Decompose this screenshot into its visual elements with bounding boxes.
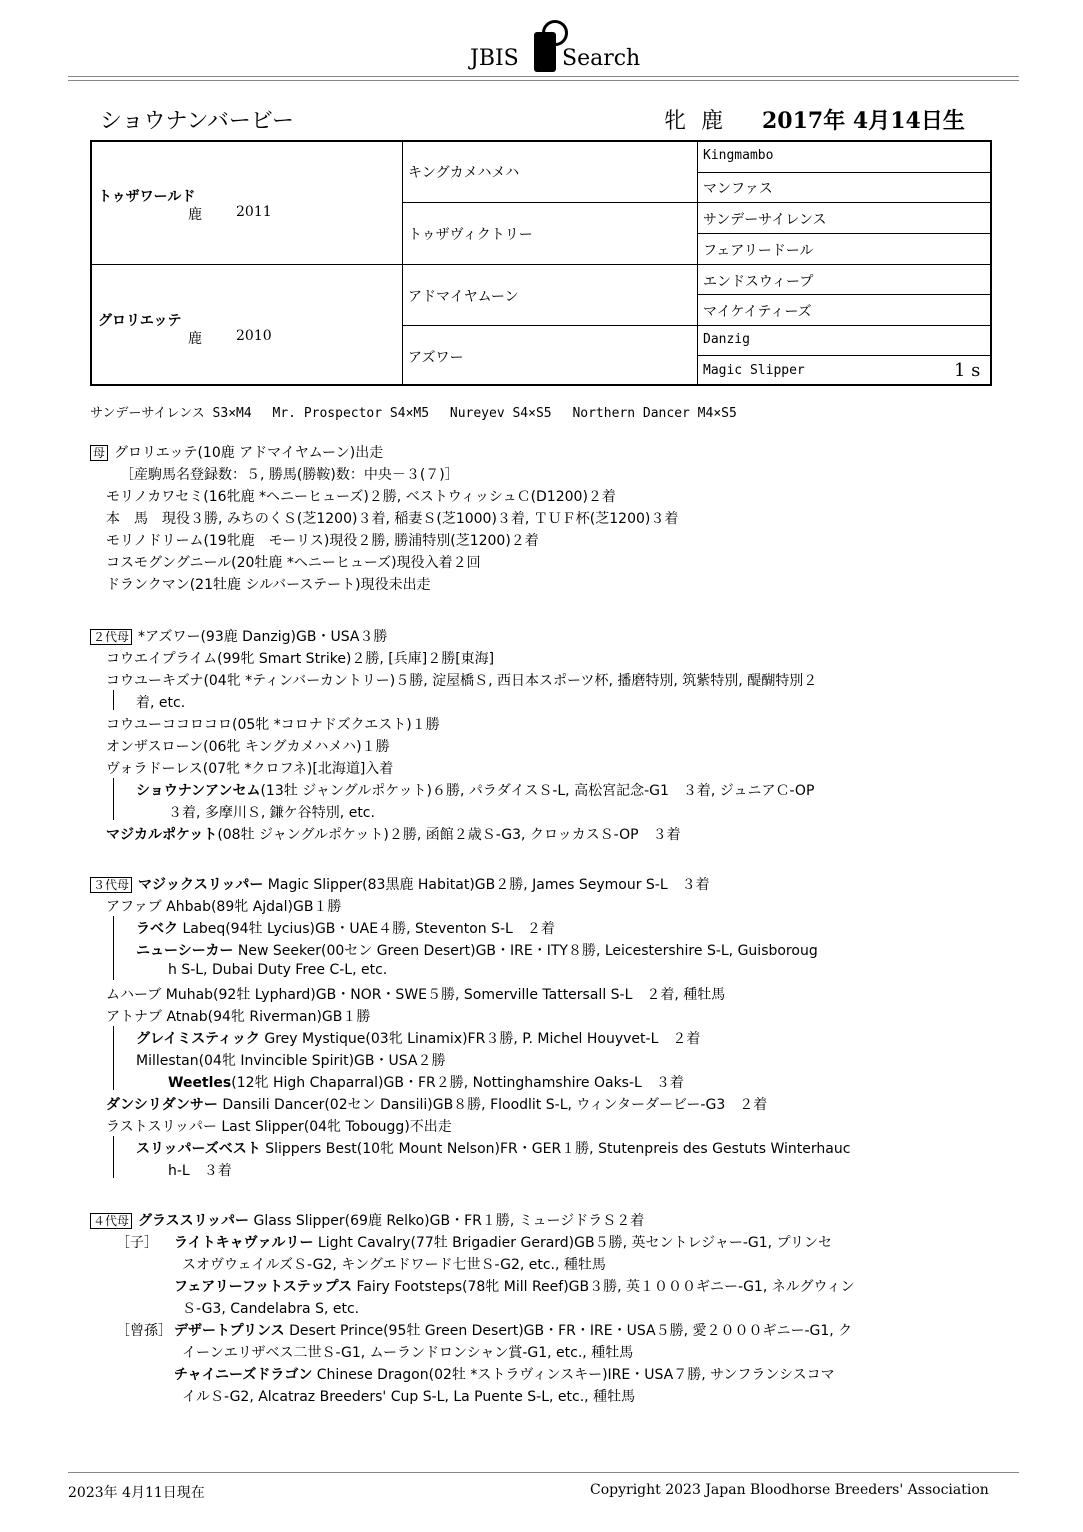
pedigree-gen2-4: アズワー <box>408 350 464 366</box>
jbis-search-logo <box>470 18 640 76</box>
horse-name: ショウナンバービー <box>100 109 295 134</box>
dam-line: グロリエッテ(10鹿 アドマイヤムーン)出走 <box>114 445 384 461</box>
gen2-line: 着, etc. <box>136 695 186 711</box>
horse-birth-date: 2017年 4月14日生 <box>762 108 965 134</box>
pedigree-gen3-3: サンデーサイレンス <box>703 212 827 228</box>
gen3-line: Dansili Dancer(02セン Dansili)GB８勝, Floodlit S-L, ウィンターダービー-G3 ２着 <box>222 1097 768 1113</box>
dam-color: 鹿 <box>188 331 202 347</box>
pedigree-gen2-1: キングカメハメハ <box>408 165 520 181</box>
gen3-line: h-L ３着 <box>168 1163 232 1179</box>
gen2-line: コウエイプライム(99牝 Smart Strike)２勝, [兵庫]２勝[東海] <box>106 651 495 667</box>
gen3-line: グレイミスティック <box>136 1031 260 1047</box>
gen3-line: Magic Slipper(83黒鹿 Habitat)GB２勝, James Seymour S-L ３着 <box>267 877 710 893</box>
pedigree-gen3-8: Magic Slipper <box>703 363 805 378</box>
gen2-line: オンザスローン(06牝 キングカメハメハ)１勝 <box>106 739 390 755</box>
gen4-line: Light Cavalry(77牡 Brigadier Gerard)GB５勝, 英セントレジャー-G1, プリンセ <box>317 1235 833 1251</box>
dam-line: モリノドリーム(19牝鹿 モーリス)現役２勝, 勝浦特別(芝1200)２着 <box>106 533 539 549</box>
header-divider-2 <box>68 80 1019 81</box>
pedigree-gen3-6: マイケイティーズ <box>703 304 812 320</box>
gen4-line: デザートプリンス <box>174 1323 285 1339</box>
gen3-line: h S-L, Dubai Duty Free C-L, etc. <box>168 962 388 978</box>
section-tag-gen4: ４代母 <box>90 1213 132 1229</box>
dam-name: グロリエッテ <box>98 313 182 329</box>
gen4-line: イルＳ-G2, Alcatraz Breeders' Cup S-L, La Puente S-L, etc., 種牡馬 <box>182 1389 636 1405</box>
gen2-line: ３着, 多摩川Ｓ, 鎌ケ谷特別, etc. <box>168 805 375 821</box>
dam-line: ドランクマン(21牡鹿 シルバーステート)現役未出走 <box>106 577 431 593</box>
gen4-label-great-grandchild: ［曾孫］ <box>116 1323 172 1339</box>
gen4-line: Glass Slipper(69鹿 Relko)GB・FR１勝, ミュージドラＳ２着 <box>253 1213 645 1229</box>
gen3-line: ラベク <box>136 921 178 937</box>
inbreeding-line: サンデーサイレンス S3×M4 Mr. Prospector S4×M5 Nureyev S4×S5 Northern Dancer M4×S5 <box>90 406 737 421</box>
family-number: 1 s <box>954 360 981 381</box>
gen3-line: Slippers Best(10牝 Mount Nelson)FR・GER１勝, Stutenpreis des Gestuts Winterhauc <box>265 1141 851 1157</box>
pedigree-gen3-2: マンファス <box>703 181 773 197</box>
gen4-line: スオヴウェイルズＳ-G2, キングエドワード七世Ｓ-G2, etc., 種牡馬 <box>182 1257 606 1273</box>
dam-year: 2010 <box>236 328 272 344</box>
gen4-line: Fairy Footsteps(78牝 Mill Reef)GB３勝, 英１０００ギニー-G1, ネルグウィン <box>356 1279 855 1295</box>
section-tag-dam: 母 <box>90 445 108 461</box>
gen3-line: Weetles <box>168 1075 232 1091</box>
gen2-line: コウユーキズナ(04牝 *ティンバーカントリー)５勝, 淀屋橋Ｓ, 西日本スポーツ杯, 播磨特別, 筑紫特別, 醍醐特別２ <box>106 673 818 689</box>
gen4-line: Ｓ-G3, Candelabra S, etc. <box>182 1301 360 1317</box>
gen2-line: *アズワー(93鹿 Danzig)GB・USA３勝 <box>138 629 388 645</box>
gen4-line: イーンエリザベス二世Ｓ-G1, ムーランドロンシャン賞-G1, etc., 種牡馬 <box>182 1345 634 1361</box>
dam-line: 本 馬 現役３勝, みちのくＳ(芝1200)３着, 稲妻Ｓ(芝1000)３着, ＴＵＦ杯(芝1200)３着 <box>106 511 679 527</box>
gen4-line: フェアリーフットステップス <box>174 1279 353 1295</box>
horse-sex-color: 牝 鹿 <box>664 109 727 134</box>
gen3-line: ニューシーカー <box>136 943 234 959</box>
dam-line: コスモグングニール(20牡鹿 *ヘニーヒューズ)現役入着２回 <box>106 555 481 571</box>
pedigree-gen3-4: フェアリードール <box>703 243 814 259</box>
logo-search-text: Search <box>562 46 641 71</box>
horse-icon <box>534 32 556 72</box>
gen2-line: ヴォラドーレス(07牝 *クロフネ)[北海道]入着 <box>106 761 394 777</box>
dam-line: ［産駒馬名登録数：５, 勝馬(勝鞍)数：中央－３(７)］ <box>120 467 459 483</box>
gen4-label-child: ［子］ <box>116 1235 158 1251</box>
sire-color: 鹿 <box>188 207 202 223</box>
gen2-line: マジカルポケット <box>106 827 218 843</box>
gen4-line: ライトキャヴァルリー <box>174 1235 314 1251</box>
gen2-line: (08牡 ジャングルポケット)２勝, 函館２歳Ｓ-G3, クロッカスＳ-OP ３着 <box>217 827 681 843</box>
gen3-line: マジックスリッパー <box>138 877 264 893</box>
gen3-line: Millestan(04牝 Invincible Spirit)GB・USA２勝 <box>136 1053 446 1069</box>
logo-jbis-text: JBIS <box>470 46 519 71</box>
gen3-line: Labeq(94牡 Lycius)GB・UAE４勝, Steventon S-L ２着 <box>182 921 555 937</box>
gen3-line: New Seeker(00セン Green Desert)GB・IRE・ITY８勝, Leicestershire S-L, Guisboroug <box>237 943 818 959</box>
section-tag-gen2: ２代母 <box>90 629 132 645</box>
footer-divider <box>68 1472 1019 1473</box>
footer-date: 2023年 4月11日現在 <box>68 1485 205 1501</box>
gen4-line: Chinese Dragon(02牡 *ストラヴィンスキー)IRE・USA７勝, サンフランシスコマ <box>316 1367 835 1383</box>
dam-line: モリノカワセミ(16牝鹿 *ヘニーヒューズ)２勝, ベストウィッシュＣ(D1200)２着 <box>106 489 616 505</box>
gen3-line: ムハーブ Muhab(92牡 Lyphard)GB・NOR・SWE５勝, Somerville Tattersall S-L ２着, 種牡馬 <box>106 987 726 1003</box>
gen2-line: (13牡 ジャングルポケット)６勝, パラダイスＳ-L, 高松宮記念-G1 ３着, ジュニアＣ-OP <box>260 783 815 799</box>
gen3-line: ラストスリッパー Last Slipper(04牝 Tobougg)不出走 <box>106 1119 452 1135</box>
sire-year: 2011 <box>236 204 272 220</box>
gen4-line: Desert Prince(95牡 Green Desert)GB・FR・IRE・USA５勝, 愛２０００ギニー-G1, ク <box>289 1323 853 1339</box>
gen3-line: ダンシリダンサー <box>106 1097 218 1113</box>
pedigree-table <box>90 140 992 386</box>
pedigree-gen3-7: Danzig <box>703 332 750 347</box>
pedigree-gen2-3: アドマイヤムーン <box>408 289 519 305</box>
gen2-line: コウユーココロコロ(05牝 *コロナドズクエスト)１勝 <box>106 717 440 733</box>
gen4-line: チャイニーズドラゴン <box>174 1367 313 1383</box>
header-divider <box>68 76 1019 77</box>
gen3-line: スリッパーズベスト <box>136 1141 261 1157</box>
pedigree-gen3-1: Kingmambo <box>703 148 774 163</box>
gen2-line: ショウナンアンセム <box>136 783 261 799</box>
footer-copyright: Copyright 2023 Japan Bloodhorse Breeders' Association <box>590 1482 989 1498</box>
gen4-line: グラススリッパー <box>138 1213 250 1229</box>
gen3-line: Grey Mystique(03牝 Linamix)FR３勝, P. Michel Houyvet-L ２着 <box>264 1031 701 1047</box>
gen3-line: アトナブ Atnab(94牝 Riverman)GB１勝 <box>106 1009 371 1025</box>
gen3-line: アファブ Ahbab(89牝 Ajdal)GB１勝 <box>106 899 342 915</box>
sire-name: トゥザワールド <box>98 189 196 205</box>
gen3-line: (12牝 High Chaparral)GB・FR２勝, Nottinghamshire Oaks-L ３着 <box>231 1075 684 1091</box>
section-tag-gen3: ３代母 <box>90 877 132 893</box>
pedigree-gen2-2: トゥザヴィクトリー <box>408 227 533 243</box>
pedigree-gen3-5: エンドスウィープ <box>703 274 814 290</box>
